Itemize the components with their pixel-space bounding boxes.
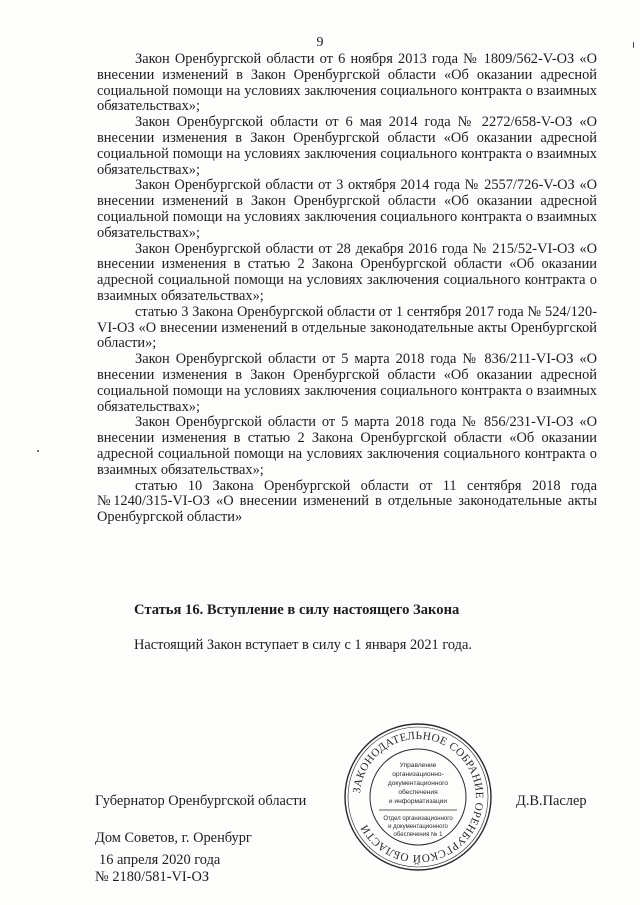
governor-title: Губернатор Оренбургской области [95, 793, 307, 809]
law-paragraph: Закон Оренбургской области от 6 ноября 2013 года № 1809/562-V-ОЗ «О внесении изменений в Закон Оренбургской области «Об оказании адресной социальной помощи на условиях заключения социального контракта о взаимных обязательствах»; [97, 51, 597, 115]
signing-place: Дом Советов, г. Оренбург [95, 830, 252, 846]
seal-ring-text-path: ЗАКОНОДАТЕЛЬНОЕ СОБРАНИЕ ОРЕНБУРГСКОЙ ОБЛАСТИ [351, 729, 486, 865]
page-number: 9 [316, 35, 324, 50]
seal-outer-ring [345, 724, 491, 870]
law-number: № 2180/581-VI-ОЗ [95, 869, 210, 885]
seal-inner-line: Управление [399, 762, 437, 769]
seal-inner-line: и информатизации [388, 798, 448, 805]
law-paragraph: статью 10 Закона Оренбургской области от 11 сентября 2018 года №1240/315-VI-ОЗ «О внесении изменений в отдельные законодательные акты Оренбургской области» [97, 477, 597, 526]
law-list [97, 52, 597, 526]
seal-ring-text [351, 730, 485, 864]
seal-bottom-line: обеспечения № 1 [393, 832, 443, 838]
seal-inner-text [379, 762, 457, 838]
law-paragraph: статью 3 Закона Оренбургской области от 1 сентября 2017 года № 524/120-VI-ОЗ «О внесении изменений в отдельные законодательные акты Оренбургской области»; [97, 303, 597, 352]
law-paragraph: Закон Оренбургской области от 28 декабря 2016 года № 215/52-VI-ОЗ «О внесении изменения в статью 2 Закона Оренбургской области «Об оказании адресной социальной помощи на условиях заключения социального контракта о взаимных обязательствах»; [97, 240, 597, 304]
seal-bottom-line: и документационного [388, 824, 448, 830]
seal-inner-line: документационного [387, 780, 449, 787]
article-text: Настоящий Закон вступает в силу с 1 января 2021 года. [134, 637, 472, 653]
signing-date: 16 апреля 2020 года [99, 852, 221, 868]
official-seal [343, 722, 493, 872]
seal-bottom-line: Отдел организационного [383, 816, 453, 822]
law-paragraph: Закон Оренбургской области от 5 марта 2018 года № 836/211-VI-ОЗ «О внесении изменения в Закон Оренбургской области «Об оказании адресной социальной помощи на условиях заключения социального контракта о взаимных обязательствах»; [97, 351, 597, 415]
law-paragraph: Закон Оренбургской области от 6 мая 2014 года № 2272/658-V-ОЗ «О внесении изменения в Закон Оренбургской области «Об оказании адресной социальной помощи на условиях заключения социального контракта о взаимных обязательствах»; [97, 114, 597, 178]
law-paragraph: Закон Оренбургской области от 5 марта 2018 года № 856/231-VI-ОЗ «О внесении изменения в статью 2 Закона Оренбургской области «Об оказании адресной социальной помощи на условиях заключения социального контракта о взаимных обязательствах»; [97, 414, 597, 478]
seal-outer-ring-thin [348, 727, 488, 867]
scan-speck [37, 450, 39, 452]
scan-speck [633, 42, 634, 48]
seal-inner-line: организационно- [392, 771, 444, 778]
seal-inner-line: обеспечения [398, 789, 438, 796]
article-heading: Статья 16. Вступление в силу настоящего Закона [134, 602, 460, 618]
governor-name: Д.В.Паслер [516, 793, 587, 809]
law-paragraph: Закон Оренбургской области от 3 октября 2014 года № 2557/726-V-ОЗ «О внесении изменений в Закон Оренбургской области «Об оказании адресной социальной помощи на условиях заключения социального контракта о взаимных обязательствах»; [97, 177, 597, 241]
